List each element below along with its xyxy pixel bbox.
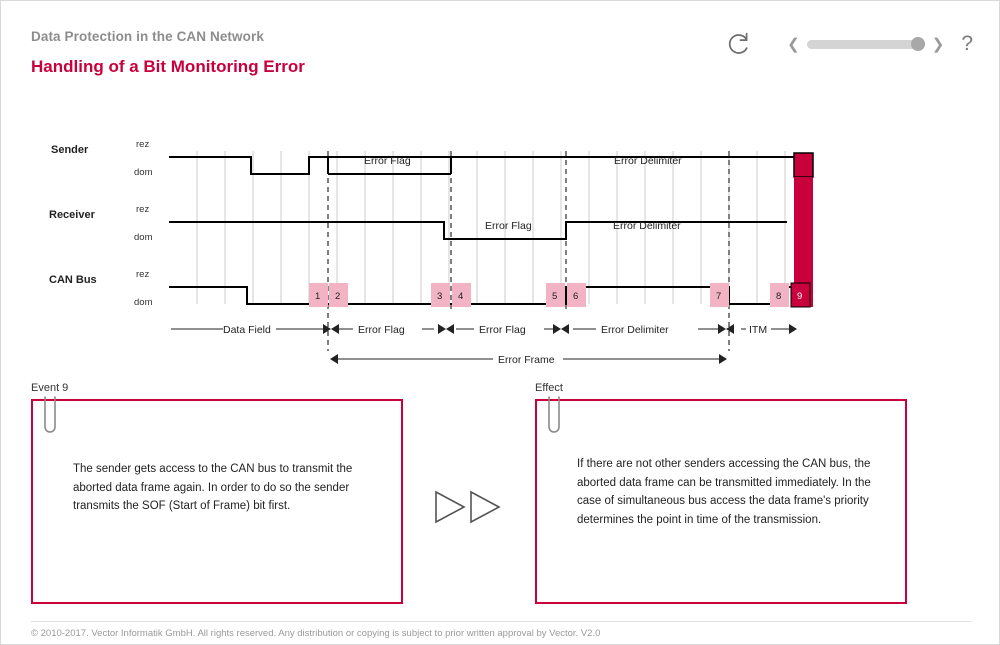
svg-text:7: 7 [716, 291, 722, 302]
sender-error-delimiter-label: Error Delimiter [614, 155, 682, 167]
paperclip-icon-left [42, 395, 58, 437]
row-label-sender: Sender [51, 144, 89, 156]
svg-text:1: 1 [315, 291, 321, 302]
svg-text:dom: dom [134, 232, 153, 243]
error-frame-label: Error Frame [498, 354, 555, 366]
footer-divider [31, 621, 971, 622]
row-label-canbus: CAN Bus [49, 274, 97, 286]
left-note-text: The sender gets access to the CAN bus to transmit the aborted data frame again. In order to do so the sender transmits the SOF (Start of Frame) bit first. [73, 463, 353, 512]
sender-error-flag-label: Error Flag [364, 155, 411, 167]
receiver-error-flag-label: Error Flag [485, 220, 532, 232]
double-triangle-next-icon[interactable] [433, 489, 503, 525]
svg-text:5: 5 [552, 291, 558, 302]
svg-text:8: 8 [776, 291, 782, 302]
progress-knob[interactable] [911, 37, 925, 51]
paperclip-icon-right [546, 395, 562, 437]
svg-text:4: 4 [458, 291, 464, 302]
header-controls [725, 29, 973, 59]
left-note-label: Event 9 [31, 382, 69, 394]
svg-text:dom: dom [134, 297, 153, 308]
phase-label-error-flag-1: Error Flag [358, 324, 405, 336]
svg-text:rez: rez [136, 139, 150, 150]
timing-diagram [1, 119, 1000, 379]
reload-icon[interactable] [725, 30, 753, 58]
svg-text:9: 9 [797, 291, 803, 302]
svg-text:6: 6 [573, 291, 579, 302]
prev-button[interactable]: ❮ [787, 35, 800, 53]
question-mark-icon[interactable]: ? [961, 32, 973, 55]
right-note-label: Effect [535, 382, 563, 394]
row-label-receiver: Receiver [49, 209, 95, 221]
right-note-text: If there are not other senders accessing the CAN bus, the aborted data frame can be transmitted immediately. In the case of simultaneous bus access the data frame's priority determines the point in time of the transmission. [577, 458, 871, 526]
svg-text:3: 3 [437, 291, 443, 302]
page-subtitle: Handling of a Bit Monitoring Error [31, 57, 305, 76]
svg-text:dom: dom [134, 167, 153, 178]
svg-text:2: 2 [335, 291, 341, 302]
phase-label-itm: ITM [749, 324, 768, 336]
footer-copyright: © 2010-2017. Vector Informatik GmbH. All rights reserved. Any distribution or copying is subject to prior written approval by Vector. V2.0 [31, 628, 601, 639]
phase-label-error-delimiter: Error Delimiter [601, 324, 669, 336]
sender-sof-block [794, 153, 813, 177]
svg-text:rez: rez [136, 204, 150, 215]
progress-slider[interactable] [807, 40, 925, 49]
next-button[interactable]: ❯ [931, 35, 945, 53]
svg-text:rez: rez [136, 269, 150, 280]
page-title: Data Protection in the CAN Network [31, 29, 264, 44]
phase-label-data-field: Data Field [223, 324, 271, 336]
phase-label-error-flag-2: Error Flag [479, 324, 526, 336]
receiver-error-delimiter-label: Error Delimiter [613, 220, 681, 232]
